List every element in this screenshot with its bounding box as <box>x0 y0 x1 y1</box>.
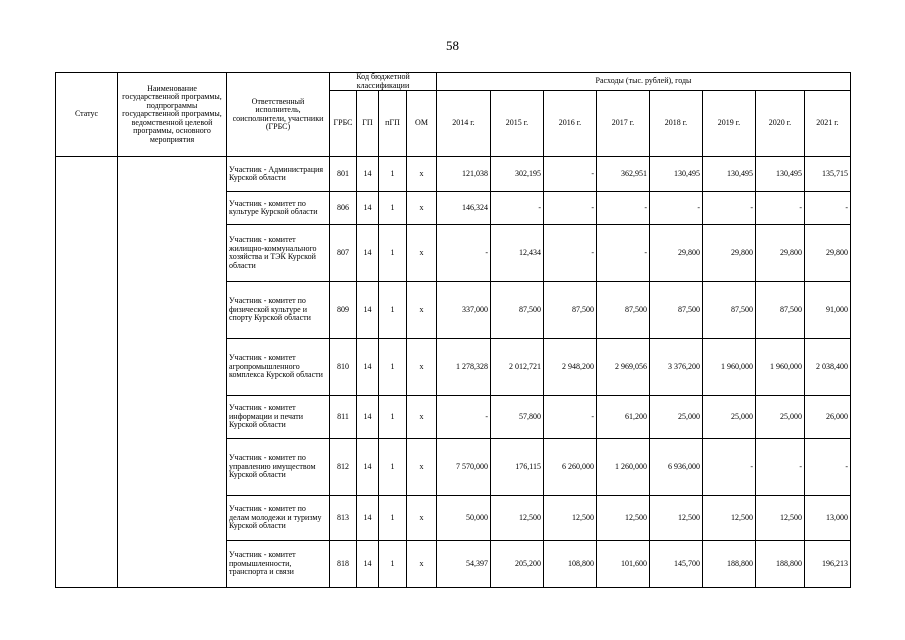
expense-value-cell: 12,500 <box>544 496 597 541</box>
page-number: 58 <box>446 38 459 53</box>
expense-value-cell: 130,495 <box>756 157 805 192</box>
header-year-2015: 2015 г. <box>491 91 544 157</box>
header-status: Статус <box>56 73 118 157</box>
header-year-2017: 2017 г. <box>597 91 650 157</box>
expense-value-cell: 57,800 <box>491 396 544 439</box>
expense-value-cell: 12,500 <box>597 496 650 541</box>
header-budget-code: Код бюджетной классификации <box>330 73 437 91</box>
expense-value-cell: 135,715 <box>805 157 851 192</box>
expense-value-cell: - <box>805 192 851 225</box>
header-year-2020: 2020 г. <box>756 91 805 157</box>
expense-value-cell: 108,800 <box>544 541 597 588</box>
om-cell: х <box>407 225 437 282</box>
expense-value-cell: 1 278,328 <box>437 339 491 396</box>
expense-value-cell: - <box>544 157 597 192</box>
grbs-cell: 809 <box>330 282 357 339</box>
header-year-2018: 2018 г. <box>650 91 703 157</box>
expense-value-cell: - <box>756 192 805 225</box>
expense-value-cell: - <box>544 192 597 225</box>
pgp-cell: 1 <box>379 339 407 396</box>
grbs-cell: 807 <box>330 225 357 282</box>
gp-cell: 14 <box>357 192 379 225</box>
pgp-cell: 1 <box>379 496 407 541</box>
expense-value-cell: 13,000 <box>805 496 851 541</box>
om-cell: х <box>407 439 437 496</box>
expense-value-cell: 130,495 <box>703 157 756 192</box>
header-year-2016: 2016 г. <box>544 91 597 157</box>
expense-value-cell: - <box>437 396 491 439</box>
expense-value-cell: 2 038,400 <box>805 339 851 396</box>
header-expenses: Расходы (тыс. рублей), годы <box>437 73 851 91</box>
grbs-cell: 806 <box>330 192 357 225</box>
om-cell: х <box>407 339 437 396</box>
responsible-cell: Участник - комитет по управлению имуществом Курской области <box>227 439 330 496</box>
responsible-cell: Участник - Администрация Курской области <box>227 157 330 192</box>
expense-value-cell: 196,213 <box>805 541 851 588</box>
expense-value-cell: - <box>650 192 703 225</box>
expense-value-cell: 29,800 <box>650 225 703 282</box>
pgp-cell: 1 <box>379 157 407 192</box>
grbs-cell: 813 <box>330 496 357 541</box>
expense-value-cell: 302,195 <box>491 157 544 192</box>
expense-value-cell: 2 012,721 <box>491 339 544 396</box>
expense-value-cell: 54,397 <box>437 541 491 588</box>
expense-value-cell: 2 969,056 <box>597 339 650 396</box>
program-name-cell <box>118 157 227 588</box>
expense-value-cell: 3 376,200 <box>650 339 703 396</box>
expense-value-cell: 188,800 <box>756 541 805 588</box>
expense-value-cell: 1 960,000 <box>756 339 805 396</box>
expense-value-cell: - <box>491 192 544 225</box>
pgp-cell: 1 <box>379 439 407 496</box>
expense-value-cell: 1 960,000 <box>703 339 756 396</box>
expense-value-cell: 6 260,000 <box>544 439 597 496</box>
expense-value-cell: 87,500 <box>544 282 597 339</box>
grbs-cell: 811 <box>330 396 357 439</box>
pgp-cell: 1 <box>379 396 407 439</box>
gp-cell: 14 <box>357 396 379 439</box>
gp-cell: 14 <box>357 496 379 541</box>
gp-cell: 14 <box>357 541 379 588</box>
expense-value-cell: 337,000 <box>437 282 491 339</box>
expense-value-cell: 130,495 <box>650 157 703 192</box>
header-year-2019: 2019 г. <box>703 91 756 157</box>
responsible-cell: Участник - комитет жилищно-коммунального хозяйства и ТЭК Курской области <box>227 225 330 282</box>
header-pgp: пГП <box>379 91 407 157</box>
status-cell <box>56 157 118 588</box>
expense-value-cell: 61,200 <box>597 396 650 439</box>
expense-value-cell: 12,500 <box>650 496 703 541</box>
header-program-name: Наименование государственной программы, подпрограммы государственной программы, ведомственной целевой программы, основного мероприятия <box>118 73 227 157</box>
om-cell: х <box>407 192 437 225</box>
pgp-cell: 1 <box>379 541 407 588</box>
om-cell: х <box>407 282 437 339</box>
responsible-cell: Участник - комитет агропромышленного комплекса Курской области <box>227 339 330 396</box>
gp-cell: 14 <box>357 157 379 192</box>
expense-value-cell: 87,500 <box>491 282 544 339</box>
om-cell: х <box>407 396 437 439</box>
expense-value-cell: 91,000 <box>805 282 851 339</box>
expense-value-cell: - <box>756 439 805 496</box>
expense-value-cell: - <box>544 396 597 439</box>
header-gp: ГП <box>357 91 379 157</box>
expense-value-cell: 50,000 <box>437 496 491 541</box>
gp-cell: 14 <box>357 282 379 339</box>
expense-value-cell: 188,800 <box>703 541 756 588</box>
pgp-cell: 1 <box>379 192 407 225</box>
expense-value-cell: 25,000 <box>756 396 805 439</box>
gp-cell: 14 <box>357 439 379 496</box>
header-responsible: Ответственный исполнитель, соисполнители, участники (ГРБС) <box>227 73 330 157</box>
expense-value-cell: - <box>703 439 756 496</box>
responsible-cell: Участник - комитет по делам молодежи и туризму Курской области <box>227 496 330 541</box>
responsible-cell: Участник - комитет промышленности, транспорта и связи <box>227 541 330 588</box>
expense-value-cell: 176,115 <box>491 439 544 496</box>
pgp-cell: 1 <box>379 282 407 339</box>
expense-value-cell: 362,951 <box>597 157 650 192</box>
expense-value-cell: 87,500 <box>650 282 703 339</box>
expense-value-cell: 101,600 <box>597 541 650 588</box>
expense-value-cell: 29,800 <box>805 225 851 282</box>
grbs-cell: 801 <box>330 157 357 192</box>
expense-value-cell: 12,500 <box>756 496 805 541</box>
grbs-cell: 818 <box>330 541 357 588</box>
expense-value-cell: 29,800 <box>703 225 756 282</box>
expense-value-cell: 12,434 <box>491 225 544 282</box>
expense-value-cell: 26,000 <box>805 396 851 439</box>
expense-value-cell: 205,200 <box>491 541 544 588</box>
header-om: ОМ <box>407 91 437 157</box>
expense-value-cell: 87,500 <box>756 282 805 339</box>
header-grbs: ГРБС <box>330 91 357 157</box>
budget-table <box>55 72 851 588</box>
expense-value-cell: 12,500 <box>491 496 544 541</box>
expense-value-cell: - <box>597 225 650 282</box>
expense-value-cell: 7 570,000 <box>437 439 491 496</box>
gp-cell: 14 <box>357 339 379 396</box>
expense-value-cell: - <box>437 225 491 282</box>
expense-value-cell: 145,700 <box>650 541 703 588</box>
expense-value-cell: 2 948,200 <box>544 339 597 396</box>
grbs-cell: 812 <box>330 439 357 496</box>
header-year-2021: 2021 г. <box>805 91 851 157</box>
om-cell: х <box>407 157 437 192</box>
header-year-2014: 2014 г. <box>437 91 491 157</box>
om-cell: х <box>407 541 437 588</box>
expense-value-cell: 1 260,000 <box>597 439 650 496</box>
responsible-cell: Участник - комитет по культуре Курской области <box>227 192 330 225</box>
expense-value-cell: 121,038 <box>437 157 491 192</box>
responsible-cell: Участник - комитет по физической культуре и спорту Курской области <box>227 282 330 339</box>
expense-value-cell: - <box>597 192 650 225</box>
expense-value-cell: - <box>703 192 756 225</box>
expense-value-cell: 25,000 <box>703 396 756 439</box>
expense-value-cell: 29,800 <box>756 225 805 282</box>
grbs-cell: 810 <box>330 339 357 396</box>
expense-value-cell: - <box>544 225 597 282</box>
expense-value-cell: 146,324 <box>437 192 491 225</box>
responsible-cell: Участник - комитет информации и печати Курской области <box>227 396 330 439</box>
expense-value-cell: 87,500 <box>703 282 756 339</box>
expense-value-cell: 12,500 <box>703 496 756 541</box>
table-row <box>56 157 851 192</box>
expense-value-cell: 87,500 <box>597 282 650 339</box>
pgp-cell: 1 <box>379 225 407 282</box>
gp-cell: 14 <box>357 225 379 282</box>
expense-value-cell: 25,000 <box>650 396 703 439</box>
expense-value-cell: 6 936,000 <box>650 439 703 496</box>
om-cell: х <box>407 496 437 541</box>
expense-value-cell: - <box>805 439 851 496</box>
